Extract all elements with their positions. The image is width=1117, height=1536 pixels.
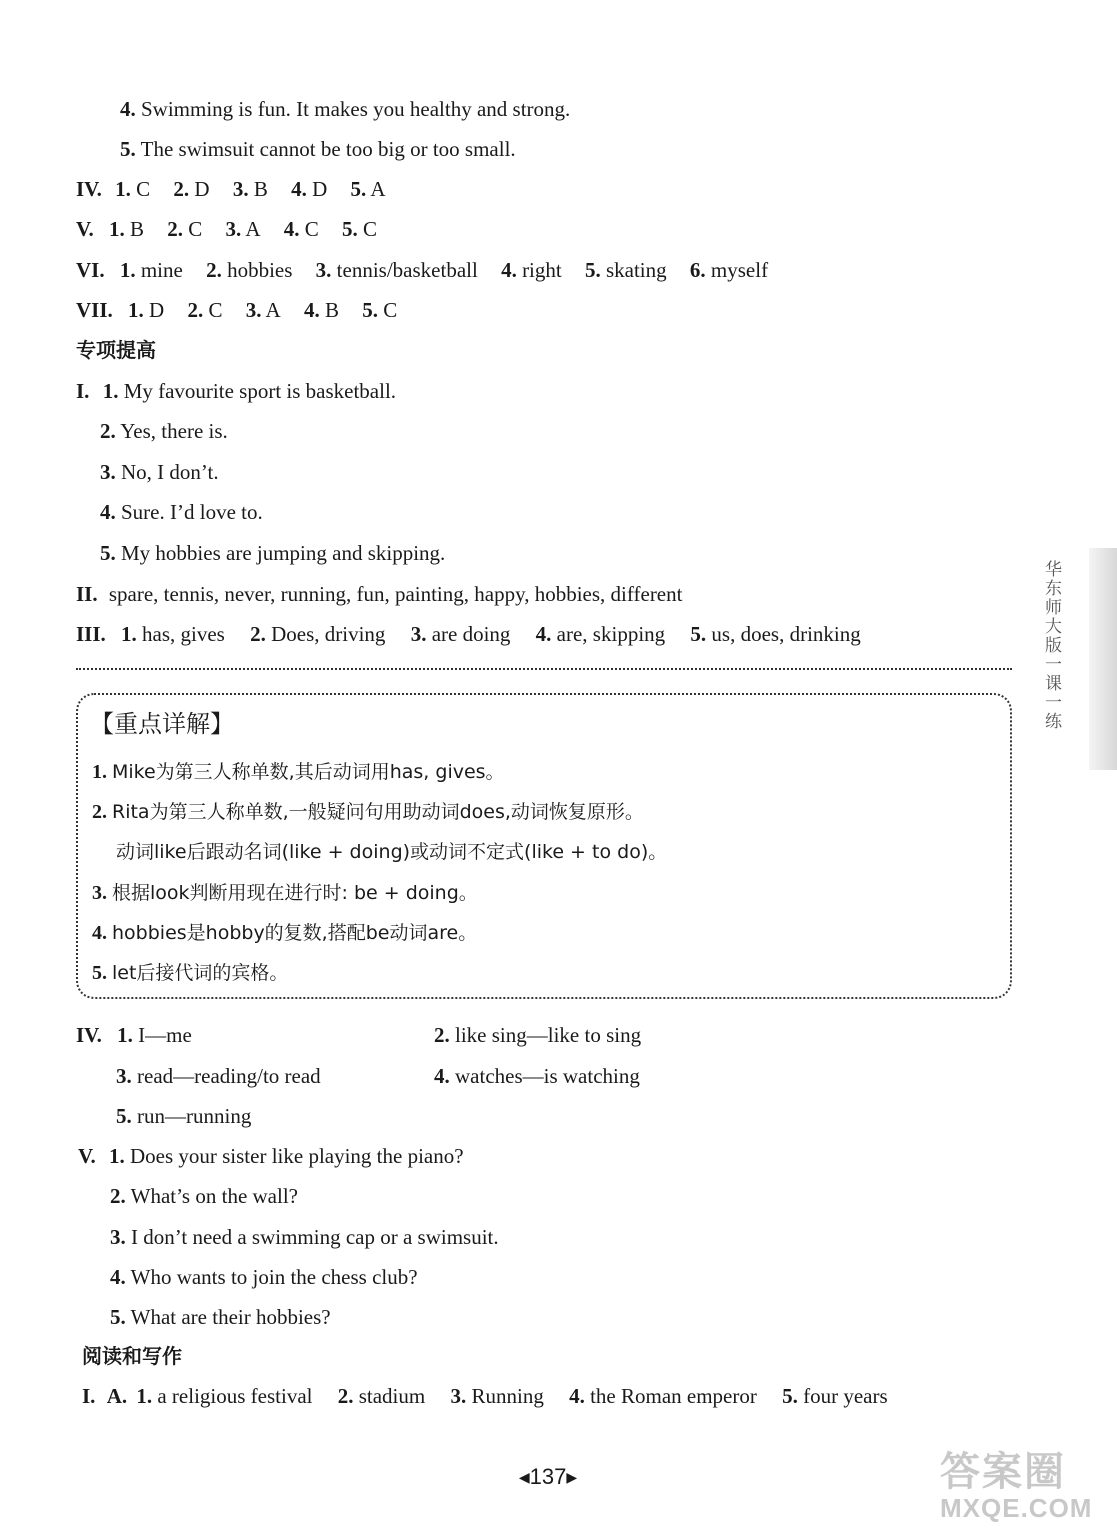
zx-i-item (100, 459, 219, 485)
section-label: III. (76, 622, 106, 646)
item-number: 3. (92, 882, 107, 904)
answer-text: are doing (431, 622, 511, 646)
answer-text: My hobbies are jumping and skipping. (121, 541, 446, 565)
item-number: 5. (584, 258, 601, 282)
answer-text: C (304, 217, 319, 241)
answer-text: hobbies (227, 258, 293, 282)
zx-iv-item (434, 1022, 641, 1048)
answer-text: spare, tennis, never, running, fun, painting, happy, hobbies, different (108, 582, 683, 606)
section-label: VI. (76, 258, 105, 282)
right-triangle-icon: ▶ (566, 1469, 578, 1485)
item-number: 3. (116, 1064, 132, 1088)
item-number: 1. (121, 622, 137, 646)
answer-text: D (149, 298, 165, 322)
note-item (92, 920, 477, 946)
item-number: 2. (337, 1384, 354, 1408)
item-number: 2. (187, 298, 204, 322)
answer-text: I—me (138, 1023, 192, 1047)
item-number: 4. (120, 97, 136, 121)
note-item (92, 960, 288, 986)
zx-ii-answers (76, 581, 682, 607)
item-number: 2. (167, 217, 183, 241)
answer-text: A (265, 298, 281, 322)
item-number: 3. (100, 460, 116, 484)
item-number: 4. (501, 258, 517, 282)
item-number: 5. (92, 962, 107, 984)
zx-i-item (100, 499, 263, 525)
key-points-box (76, 693, 1012, 999)
zx-iv-item (116, 1063, 321, 1089)
answer-text: No, I don’t. (121, 460, 219, 484)
zx-v-item (110, 1264, 418, 1290)
note-text: 动词like后跟动名词(like + doing)或动词不定式(like + to do)。 (116, 841, 668, 863)
subsection-label: A. (106, 1384, 128, 1408)
item-number: 5. (782, 1384, 798, 1408)
item-number: 4. (92, 922, 107, 944)
answer-text: are, skipping (556, 622, 666, 646)
item-number: 5. (100, 541, 116, 565)
answer-text: C (383, 298, 398, 322)
item-number: 1. (136, 1384, 153, 1408)
note-item (92, 880, 478, 906)
answer-text: tennis/basketball (336, 258, 478, 282)
item-number: 1. (108, 1144, 125, 1168)
answer-text: Running (471, 1384, 544, 1408)
section-iv-answers (76, 176, 386, 202)
item-number: 1. (117, 1023, 133, 1047)
side-edge-tab (1089, 548, 1117, 770)
answer-text: watches—is watching (455, 1064, 640, 1088)
item-number: 2. (434, 1023, 450, 1047)
note-text: let后接代词的宾格。 (112, 962, 289, 984)
page-number (508, 1463, 588, 1493)
answer-text: Sure. I’d love to. (121, 500, 263, 524)
answer-text: C (363, 217, 378, 241)
answer-text: stadium (358, 1384, 426, 1408)
section-v-answers (76, 216, 377, 242)
item-number: 1. (119, 258, 136, 282)
item-number: 3. (410, 622, 427, 646)
section-label: I. (76, 379, 90, 403)
zx-iv-item (116, 1103, 251, 1129)
item-number: 3. (450, 1384, 467, 1408)
item-number: 3. (245, 298, 262, 322)
watermark-cn: 答案圈 (940, 1449, 1066, 1495)
item-number: 1. (128, 298, 144, 322)
answer-text: C (136, 177, 151, 201)
answer-text: has, gives (142, 622, 225, 646)
section-heading: 阅读和写作 (82, 1344, 182, 1368)
item-number: 4. (569, 1384, 585, 1408)
answer-text: four years (803, 1384, 888, 1408)
answer-text: D (194, 177, 210, 201)
answer-text: C (188, 217, 203, 241)
zx-iv-item (76, 1022, 192, 1048)
section-label: V. (76, 217, 94, 241)
section-label: IV. (76, 1023, 102, 1047)
item-number: 2. (110, 1184, 126, 1208)
page-number-text: 137 (529, 1464, 567, 1489)
answer-text: Does your sister like playing the piano? (129, 1144, 464, 1168)
answer-text: What are their hobbies? (130, 1305, 331, 1329)
item-number: 4. (434, 1064, 450, 1088)
answer-text: Swimming is fun. It makes you healthy and strong. (135, 97, 571, 121)
section-vii-answers (76, 297, 397, 323)
item-number: 5. (110, 1305, 126, 1329)
answer-text: What’s on the wall? (130, 1184, 298, 1208)
note-item (116, 839, 667, 865)
note-text: 根据look判断用现在进行时: be + doing。 (112, 882, 478, 904)
item-number: 3. (315, 258, 332, 282)
item-number: 5. (362, 298, 378, 322)
item-number: 1. (115, 177, 131, 201)
zx-v-item (110, 1224, 499, 1250)
answer-text: I don’t need a swimming cap or a swimsuit. (131, 1225, 499, 1249)
note-item (92, 799, 644, 825)
section-label: V. (78, 1144, 96, 1168)
answer-text: C (208, 298, 223, 322)
note-text: Mike为第三人称单数,其后动词用has, gives。 (112, 761, 505, 783)
item-number: 2. (173, 177, 190, 201)
zx-v-item (110, 1183, 298, 1209)
answer-text: B (253, 177, 268, 201)
answer-text: read—reading/to read (137, 1064, 321, 1088)
zx-iii-answers (76, 621, 861, 647)
answer-text: the Roman emperor (590, 1384, 757, 1408)
answer-text: mine (140, 258, 183, 282)
item-number: 3. (225, 217, 242, 241)
item-number: 2. (250, 622, 266, 646)
watermark-logo (940, 1440, 1110, 1530)
answer-text: A (245, 217, 261, 241)
answer-text: Who wants to join the chess club? (130, 1265, 418, 1289)
answer-text: like sing—like to sing (455, 1023, 642, 1047)
item-number: 2. (92, 801, 107, 823)
answer-text: B (129, 217, 144, 241)
answer-text: D (312, 177, 328, 201)
item-number: 1. (102, 379, 119, 403)
answer-text: Does, driving (271, 622, 386, 646)
item-number: 4. (110, 1265, 126, 1289)
item-number: 4. (283, 217, 300, 241)
item-number: 4. (303, 298, 320, 322)
item-number: 4. (535, 622, 552, 646)
note-text: hobbies是hobby的复数,搭配be动词are。 (112, 922, 478, 944)
item-number: 3. (232, 177, 249, 201)
answer-text: us, does, drinking (711, 622, 861, 646)
section-vi-answers (76, 257, 768, 283)
item-number: 5. (350, 177, 367, 201)
dotted-divider (76, 668, 1012, 670)
answer-text: B (324, 298, 339, 322)
zx-i-item (76, 378, 396, 404)
item-number: 4. (100, 500, 116, 524)
zx-v-item (78, 1143, 464, 1169)
section-label: VII. (76, 298, 113, 322)
item-number: 5. (116, 1104, 132, 1128)
reading-i-answers (82, 1383, 888, 1409)
item-number: 5. (120, 137, 136, 161)
answer-text: The swimsuit cannot be too big or too small. (135, 137, 516, 161)
item-number: 2. (100, 419, 116, 443)
answer-text: A (370, 177, 386, 201)
answer-text: right (522, 258, 562, 282)
answer-text: Yes, there is. (120, 419, 228, 443)
item-number: 1. (108, 217, 125, 241)
section-label: IV. (76, 177, 102, 201)
section-heading: 专项提高 (76, 338, 156, 362)
answer-text: a religious festival (157, 1384, 313, 1408)
zx-i-item (100, 418, 228, 444)
note-item (92, 759, 505, 785)
watermark-en: MXQE.COM (940, 1493, 1093, 1523)
left-triangle-icon: ◀ (518, 1469, 530, 1485)
zx-iv-item (434, 1063, 640, 1089)
answer-line (120, 96, 570, 122)
item-number: 1. (92, 761, 107, 783)
item-number: 2. (206, 258, 222, 282)
item-number: 3. (110, 1225, 126, 1249)
answer-text: My favourite sport is basketball. (123, 379, 397, 403)
key-points-title: 【重点详解】 (90, 710, 234, 738)
item-number: 6. (689, 258, 706, 282)
answer-line (120, 136, 516, 162)
section-label: I. (82, 1384, 96, 1408)
section-label: II. (76, 582, 98, 606)
zx-i-item (100, 540, 445, 566)
note-text: Rita为第三人称单数,一般疑问句用助动词does,动词恢复原形。 (112, 801, 644, 823)
answer-text: skating (605, 258, 667, 282)
zx-v-item (110, 1304, 331, 1330)
side-book-title: 华东师大版一课一练 (1041, 560, 1061, 731)
answer-text: myself (710, 258, 769, 282)
item-number: 5. (342, 217, 358, 241)
item-number: 4. (291, 177, 307, 201)
answer-text: run—running (137, 1104, 252, 1128)
item-number: 5. (690, 622, 707, 646)
